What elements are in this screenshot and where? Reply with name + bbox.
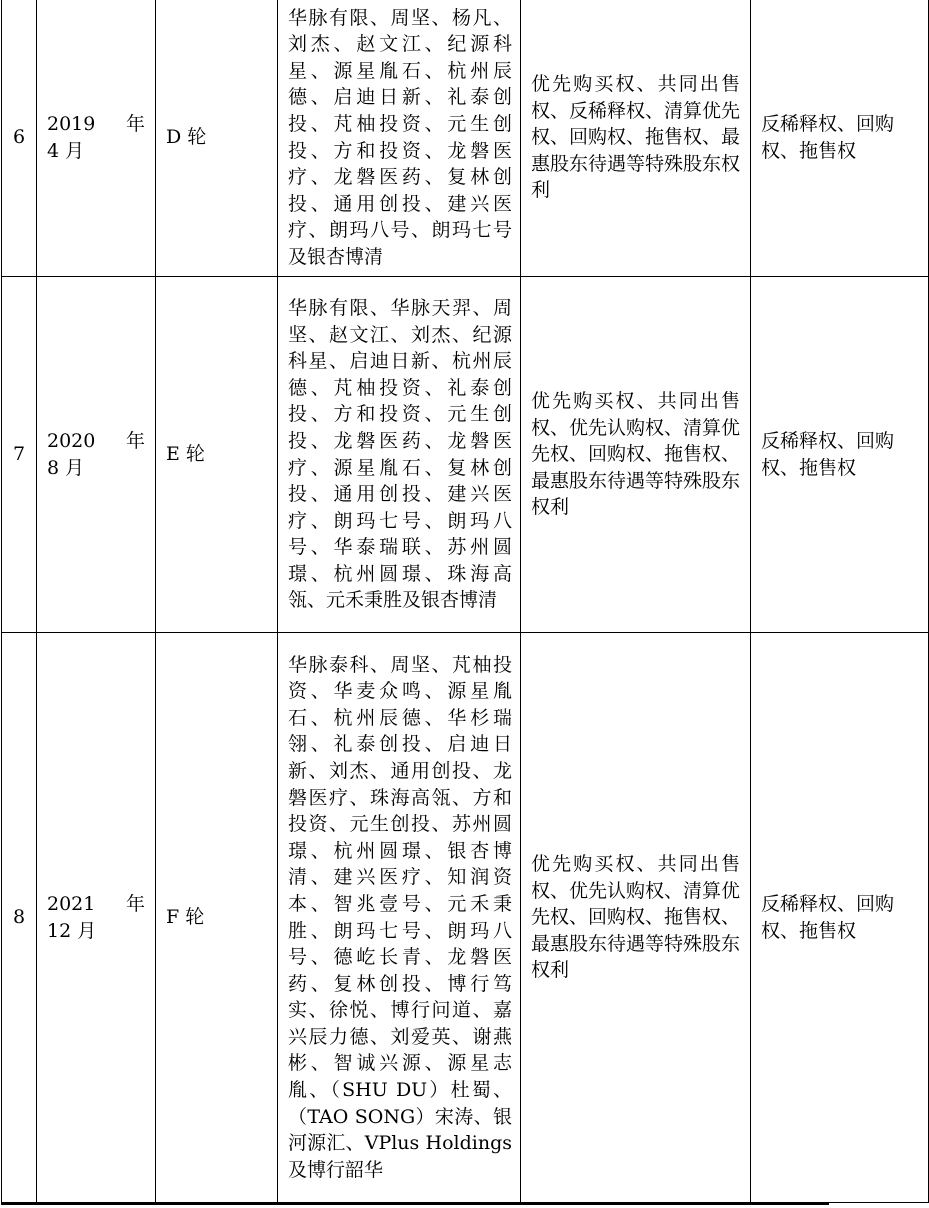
financing-time <box>37 277 156 633</box>
special-rights: 优先购买权、共同出售权、反稀释权、清算优先权、回购权、拖售权、最惠股东待遇等特殊股东权利 <box>521 0 751 277</box>
financing-round: D 轮 <box>156 0 278 277</box>
investors-list: 华脉泰科、周坚、芃柚投资、华麦众鸣、源星胤石、杭州辰德、华杉瑞翎、礼泰创投、启迪日新、刘杰、通用创投、龙磐医疗、珠海高瓴、方和投资、元生创投、苏州圆璟、杭州圆璟、银杏博清、建兴医疗、知润资本、智兆壹号、元禾秉胜、朗玛七号、朗玛八号、德屹长青、龙磐医药、复林创投、博行笃实、徐悦、博行问道、嘉兴辰力德、刘爱英、谢燕彬、智诚兴源、源星志胤、（SHU DU）杜蜀、（TAO SONG）宋涛、银河源汇、VPlus Holdings 及博行韶华 <box>278 633 521 1203</box>
table-row <box>2 277 929 633</box>
financing-rounds-table <box>1 0 929 1203</box>
time-year: 2020 <box>47 429 96 452</box>
investors-list: 华脉有限、华脉天羿、周坚、赵文江、刘杰、纪源科星、启迪日新、杭州辰德、芃柚投资、礼泰创投、方和投资、元生创投、龙磐医药、龙磐医疗、源星胤石、复林创投、通用创投、建兴医疗、朗玛七号、朗玛八号、华泰瑞联、苏州圆璟、杭州圆璟、珠海高瓴、元禾秉胜及银杏博清 <box>278 277 521 633</box>
time-month: 12 月 <box>47 919 97 942</box>
financing-time <box>37 0 156 277</box>
row-number: 8 <box>2 633 37 1203</box>
time-month: 8 月 <box>47 456 85 479</box>
investors-list: 华脉有限、周坚、杨凡、刘杰、赵文江、纪源科星、源星胤石、杭州辰德、启迪日新、礼泰创投、芃柚投资、元生创投、方和投资、龙磐医疗、龙磐医药、复林创投、通用创投、建兴医疗、朗玛八号、朗玛七号及银杏博清 <box>278 0 521 277</box>
time-year: 2021 <box>47 892 96 915</box>
financing-round: F 轮 <box>156 633 278 1203</box>
special-rights: 优先购买权、共同出售权、优先认购权、清算优先权、回购权、拖售权、最惠股东待遇等特殊股东权利 <box>521 277 751 633</box>
financing-round: E 轮 <box>156 277 278 633</box>
time-month: 4 月 <box>47 139 85 162</box>
special-rights: 优先购买权、共同出售权、优先认购权、清算优先权、回购权、拖售权、最惠股东待遇等特殊股东权利 <box>521 633 751 1203</box>
time-year-unit: 年 <box>125 429 145 452</box>
cleared-rights: 反稀释权、回购权、拖售权 <box>751 277 929 633</box>
time-year-unit: 年 <box>125 112 145 135</box>
row-number: 6 <box>2 0 37 277</box>
cleared-rights: 反稀释权、回购权、拖售权 <box>751 633 929 1203</box>
table-row <box>2 0 929 277</box>
cleared-rights: 反稀释权、回购权、拖售权 <box>751 0 929 277</box>
table-row <box>2 633 929 1203</box>
time-year: 2019 <box>47 112 96 135</box>
time-year-unit: 年 <box>125 892 145 915</box>
row-number: 7 <box>2 277 37 633</box>
table-bottom-rule <box>1 1202 829 1205</box>
financing-time <box>37 633 156 1203</box>
